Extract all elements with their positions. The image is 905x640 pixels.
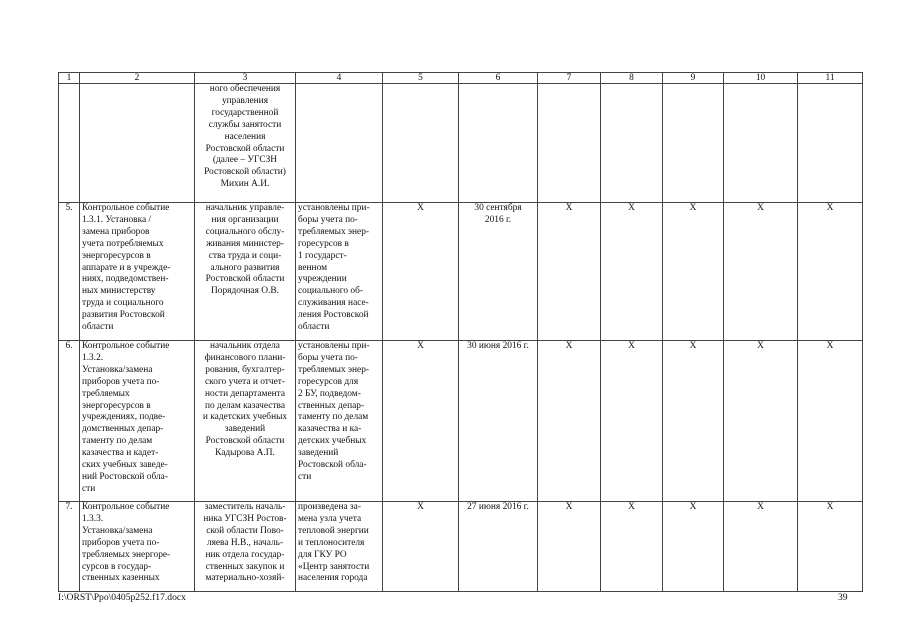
cell-line: по делам казачества (205, 400, 285, 411)
cell-line: ности департамента (204, 388, 286, 399)
cell-line: (далее – УГСЗН (212, 155, 278, 166)
cell-line: замена приборов (82, 226, 150, 237)
cell-line: приборов учета по- (82, 376, 160, 387)
cell-line: ской области Пово- (206, 525, 284, 536)
cell-line: Ростовской обла- (298, 460, 367, 471)
cell-col10: Х (724, 341, 798, 502)
cell-col11: Х (798, 502, 863, 592)
cell-line: Установка/замена (82, 364, 153, 375)
cell-line: 1.3.2. (82, 352, 104, 363)
cell-line: требляемых энергоре- (82, 549, 171, 560)
cell-col10 (724, 84, 798, 203)
header-cell-9: 9 (663, 73, 724, 84)
cell-line: ных министерству (82, 286, 156, 297)
cell-col9 (663, 84, 724, 203)
cell-col7: Х (538, 502, 601, 592)
cell-col4 (296, 341, 383, 502)
cell-line: государственной (211, 107, 279, 118)
cell-line: домственных депар- (82, 424, 164, 435)
cell-col5: Х (383, 203, 459, 341)
cell-col9: Х (663, 341, 724, 502)
cell-line: учреждении (298, 274, 347, 285)
cell-col2 (80, 341, 195, 502)
plan-table (58, 72, 863, 592)
cell-line: ния организации (211, 214, 279, 225)
cell-line: боры учета по- (298, 214, 358, 225)
cell-line: энергоресурсов в (82, 400, 151, 411)
cell-line: Контрольное событие (82, 502, 170, 512)
cell-col5: Х (383, 502, 459, 592)
cell-line: Ростовской области (205, 143, 285, 154)
cell-line: 2 БУ, подведом- (298, 388, 361, 399)
cell-line: ника УГСЗН Ростов- (203, 513, 287, 524)
header-cell-5: 5 (383, 73, 459, 84)
cell-line: учета потребляемых (82, 238, 164, 249)
cell-line: Михин А.И. (220, 179, 270, 190)
cell-col6 (459, 203, 538, 341)
cell-line: казачества и ка- (298, 424, 362, 435)
cell-line: начальник отдела (210, 341, 280, 351)
cell-col8: Х (601, 203, 663, 341)
cell-line: ственных казенных (82, 573, 160, 584)
table-row (59, 341, 863, 502)
cell-line: требляемых (82, 388, 130, 399)
cell-line: мена узла учета (298, 513, 362, 524)
header-row (59, 73, 863, 84)
cell-line: и кадетских учебных (202, 412, 288, 423)
cell-col11: Х (798, 341, 863, 502)
cell-line: заведений (298, 448, 339, 459)
cell-num: 6. (59, 341, 80, 502)
cell-col3 (195, 502, 296, 592)
cell-col11 (798, 84, 863, 203)
cell-line: живания министер- (206, 238, 284, 249)
cell-line: детских учебных (298, 436, 367, 447)
cell-line: службы занятости (208, 119, 282, 130)
cell-line: 1 государст- (298, 250, 347, 261)
cell-line: произведена за- (298, 502, 361, 512)
cell-col10: Х (724, 502, 798, 592)
cell-line: 30 сентября (474, 203, 522, 213)
cell-line: требляемых энер- (298, 364, 370, 375)
cell-num: 7. (59, 502, 80, 592)
cell-line: 1.3.1. Установка / (82, 214, 152, 225)
cell-col8: Х (601, 341, 663, 502)
header-cell-3: 3 (195, 73, 296, 84)
cell-col4 (296, 84, 383, 203)
table-body (59, 73, 863, 592)
cell-col6 (459, 84, 538, 203)
header-cell-6: 6 (459, 73, 538, 84)
header-cell-7: 7 (538, 73, 601, 84)
cell-line: сурсов в государ- (82, 561, 152, 572)
cell-line: ний Ростовской обла- (82, 471, 168, 482)
cell-line: 27 июня 2016 г. (467, 502, 529, 512)
cell-line: области (298, 322, 330, 333)
header-cell-1: 1 (59, 73, 80, 84)
cell-col3 (195, 341, 296, 502)
cell-line: рования, бухгалтер- (205, 364, 285, 375)
header-cell-2: 2 (80, 73, 195, 84)
cell-col8: Х (601, 502, 663, 592)
cell-col7 (538, 84, 601, 203)
page-number: 39 (838, 592, 848, 603)
cell-col9: Х (663, 203, 724, 341)
cell-line: ниях, подведомствен- (82, 274, 169, 285)
cell-line: заведений (224, 424, 266, 435)
cell-line: ских учебных заведе- (82, 460, 168, 471)
cell-line: установлены при- (298, 203, 370, 213)
cell-line: Контрольное событие (82, 341, 170, 351)
cell-col8 (601, 84, 663, 203)
cell-line: ник отдела государ- (205, 549, 285, 560)
cell-line: населения города (298, 573, 368, 584)
table-row (59, 203, 863, 341)
cell-line: тепловой энергии (298, 525, 369, 536)
cell-line: таменту по делам (298, 412, 369, 423)
cell-line: 1.3.3. (82, 513, 104, 524)
header-cell-11: 11 (798, 73, 863, 84)
cell-line: 30 июня 2016 г. (467, 341, 529, 351)
cell-line: ства труда и соци- (208, 250, 282, 261)
header-cell-8: 8 (601, 73, 663, 84)
cell-col2 (80, 203, 195, 341)
cell-line: социального обслу- (205, 226, 285, 237)
cell-line: управления (221, 95, 269, 106)
cell-col2 (80, 84, 195, 203)
cell-line: таменту по делам (82, 436, 153, 447)
cell-line: требляемых энер- (298, 226, 370, 237)
cell-line: ского учета и отчет- (205, 376, 285, 387)
cell-line: для ГКУ РО (298, 549, 347, 560)
cell-line: населения (224, 131, 266, 142)
header-cell-10: 10 (724, 73, 798, 84)
cell-col3 (195, 84, 296, 203)
cell-col6 (459, 341, 538, 502)
cell-col5 (383, 84, 459, 203)
cell-num (59, 84, 80, 203)
cell-line: казачества и кадет- (82, 448, 159, 459)
cell-line: Ростовской области (205, 274, 285, 285)
cell-line: финансового плани- (204, 352, 286, 363)
cell-line: заместитель началь- (204, 502, 286, 512)
cell-line: Ростовской области (205, 436, 285, 447)
cell-line: ляева Н.В., началь- (206, 537, 284, 548)
cell-col2 (80, 502, 195, 592)
cell-line: горесурсов для (298, 376, 359, 387)
table-row (59, 502, 863, 592)
cell-line: области (82, 322, 114, 333)
cell-line: «Центр занятости (298, 561, 370, 572)
file-path: I:\ORST\Ppo\0405p252.f17.docx (58, 592, 186, 603)
cell-line: горесурсов в (298, 238, 349, 249)
cell-col9: Х (663, 502, 724, 592)
cell-line: энергоресурсов в (82, 250, 151, 261)
cell-line: ственных депар- (298, 400, 365, 411)
cell-col6 (459, 502, 538, 592)
cell-line: Ростовской области) (204, 167, 286, 178)
cell-line: установлены при- (298, 341, 370, 351)
cell-line: ального развития (210, 262, 280, 273)
cell-line: служивания насе- (298, 298, 369, 309)
cell-num: 5. (59, 203, 80, 341)
cell-line: развития Ростовской (82, 310, 165, 321)
cell-line: сти (298, 471, 312, 482)
cell-col7: Х (538, 203, 601, 341)
cell-line: материально-хозяй- (205, 573, 285, 584)
cell-line: боры учета по- (298, 352, 358, 363)
cell-col11: Х (798, 203, 863, 341)
table-row (59, 84, 863, 203)
cell-col7: Х (538, 341, 601, 502)
cell-line: Порядочная О.В. (211, 286, 279, 297)
cell-line: венном (298, 262, 328, 273)
cell-line: ного обеспечения (209, 84, 281, 94)
cell-line: Контрольное событие (82, 203, 170, 213)
cell-line: начальник управле- (205, 203, 285, 213)
cell-line: приборов учета по- (82, 537, 160, 548)
cell-line: 2016 г. (484, 214, 512, 225)
cell-col3 (195, 203, 296, 341)
header-cell-4: 4 (296, 73, 383, 84)
cell-line: труда и социального (82, 298, 164, 309)
cell-col10: Х (724, 203, 798, 341)
cell-line: Кадырова А.П. (215, 448, 275, 459)
cell-line: Установка/замена (82, 525, 153, 536)
cell-line: аппарате и в учрежде- (82, 262, 171, 273)
cell-line: сти (82, 483, 96, 494)
cell-line: социального об- (298, 286, 364, 297)
cell-col4 (296, 203, 383, 341)
cell-line: и теплоносителя (298, 537, 365, 548)
cell-line: ления Ростовской (298, 310, 369, 321)
cell-line: учреждениях, подве- (82, 412, 166, 423)
cell-line: ственных закупок и (205, 561, 285, 572)
cell-col4 (296, 502, 383, 592)
cell-col5: Х (383, 341, 459, 502)
